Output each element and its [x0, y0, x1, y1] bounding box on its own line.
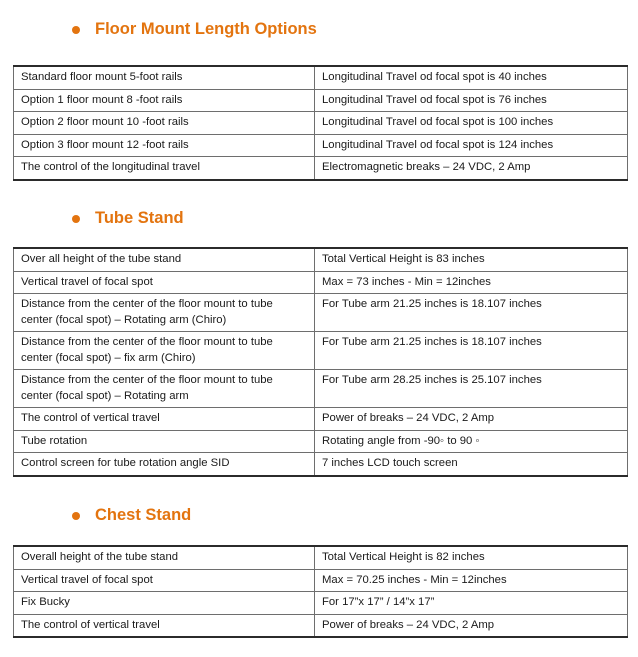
spec-value: For Tube arm 28.25 inches is 25.107 inches	[315, 370, 628, 408]
spec-value: Power of breaks – 24 VDC, 2 Amp	[315, 408, 628, 431]
tube-stand-heading-text: Tube Stand	[95, 209, 184, 227]
floor-mount-heading	[72, 20, 317, 39]
table-row	[14, 569, 628, 592]
bullet-icon	[72, 26, 80, 34]
spec-value: Power of breaks – 24 VDC, 2 Amp	[315, 614, 628, 637]
table-row	[14, 453, 628, 476]
spec-value: Max = 73 inches - Min = 12inches	[315, 271, 628, 294]
table-row	[14, 408, 628, 431]
floor-mount-table	[13, 65, 628, 181]
spec-label: The control of the longitudinal travel	[14, 157, 315, 180]
chest-stand-heading	[72, 506, 191, 525]
chest-stand-heading-text: Chest Stand	[95, 506, 192, 524]
table-row	[14, 248, 628, 271]
spec-label: Distance from the center of the floor mount to tube center (focal spot) – Rotating arm	[14, 370, 315, 408]
table-row	[14, 271, 628, 294]
spec-label: The control of vertical travel	[14, 614, 315, 637]
table-row	[14, 332, 628, 370]
spec-value: For 17”x 17” / 14”x 17”	[315, 592, 628, 615]
spec-value: 7 inches LCD touch screen	[315, 453, 628, 476]
spec-label: Overall height of the tube stand	[14, 546, 315, 569]
spec-label: The control of vertical travel	[14, 408, 315, 431]
spec-label: Option 1 floor mount 8 -foot rails	[14, 89, 315, 112]
table-row	[14, 592, 628, 615]
table-row	[14, 430, 628, 453]
spec-value: Electromagnetic breaks – 24 VDC, 2 Amp	[315, 157, 628, 180]
spec-value: Total Vertical Height is 82 inches	[315, 546, 628, 569]
spec-label: Distance from the center of the floor mount to tube center (focal spot) – fix arm (Chiro)	[14, 332, 315, 370]
bullet-icon	[72, 512, 80, 520]
table-row	[14, 89, 628, 112]
spec-value: Longitudinal Travel od focal spot is 100 inches	[315, 112, 628, 135]
chest-stand-table	[13, 545, 628, 638]
spec-label: Distance from the center of the floor mount to tube center (focal spot) – Rotating arm (Chiro)	[14, 294, 315, 332]
spec-label: Standard floor mount 5-foot rails	[14, 66, 315, 89]
table-row	[14, 134, 628, 157]
bullet-icon	[72, 215, 80, 223]
spec-value: Max = 70.25 inches - Min = 12inches	[315, 569, 628, 592]
spec-value: For Tube arm 21.25 inches is 18.107 inches	[315, 332, 628, 370]
table-row	[14, 546, 628, 569]
spec-label: Option 2 floor mount 10 -foot rails	[14, 112, 315, 135]
table-row	[14, 157, 628, 180]
spec-value: For Tube arm 21.25 inches is 18.107 inches	[315, 294, 628, 332]
spec-value: Longitudinal Travel od focal spot is 40 inches	[315, 66, 628, 89]
spec-label: Vertical travel of focal spot	[14, 271, 315, 294]
tube-stand-heading	[72, 209, 184, 228]
spec-label: Tube rotation	[14, 430, 315, 453]
table-row	[14, 614, 628, 637]
floor-mount-heading-text: Floor Mount Length Options	[95, 20, 317, 38]
tube-stand-table	[13, 247, 628, 477]
spec-value: Total Vertical Height is 83 inches	[315, 248, 628, 271]
table-row	[14, 66, 628, 89]
spec-label: Fix Bucky	[14, 592, 315, 615]
spec-value: Rotating angle from -90◦ to 90 ◦	[315, 430, 628, 453]
table-row	[14, 112, 628, 135]
spec-value: Longitudinal Travel od focal spot is 124 inches	[315, 134, 628, 157]
spec-value: Longitudinal Travel od focal spot is 76 inches	[315, 89, 628, 112]
table-row	[14, 370, 628, 408]
spec-label: Vertical travel of focal spot	[14, 569, 315, 592]
table-row	[14, 294, 628, 332]
spec-label: Control screen for tube rotation angle SID	[14, 453, 315, 476]
spec-label: Over all height of the tube stand	[14, 248, 315, 271]
spec-label: Option 3 floor mount 12 -foot rails	[14, 134, 315, 157]
